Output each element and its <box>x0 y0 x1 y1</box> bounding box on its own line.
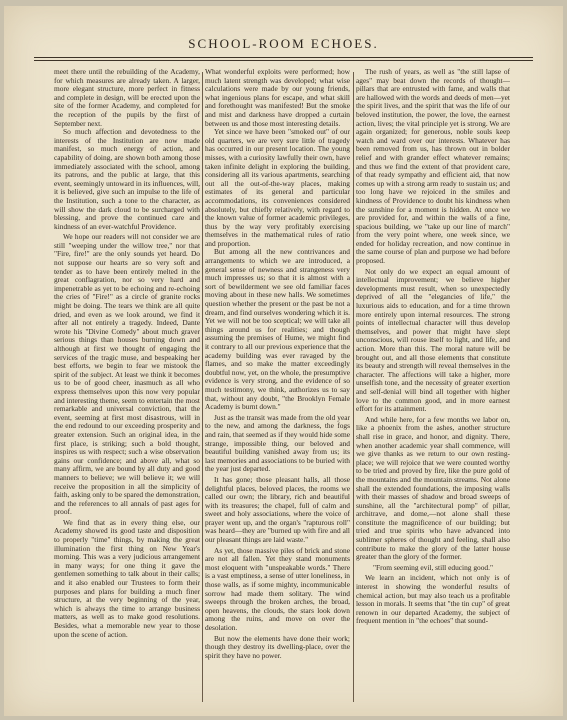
column-divider <box>353 72 354 702</box>
paragraph: We find that as in every thing else, our Academy showed its good taste and disposition to properly "time" things, by making the great illumination the first thing on New Year's morning. This was a very judicious arrangement in many ways; for one thing it gave the gentlemen something to talk about in their calls; and it also enabled our Trustees to form their purposes and plans for building a much finer structure, at the very beginning of the year, which is always the time to arrange business matters, as well as to make good resolutions. Besides, what a memorable new year to those upon the scene of action. <box>54 517 200 639</box>
paragraph: It has gone; those pleasant halls, all those delightful places, beloved places, the rooms we called our own; the library, rich and beautiful with its treasures; the chapel, full of calm and sweet and holy associations, where the voice of prayer went up, and the organ's "rapturous roll" was heard—they are "burned up with fire and all our pleasant things are laid waste." <box>205 474 350 545</box>
paragraph: And while here, for a few months we labor on, like a phoenix from the ashes, another structure shall rise in grace, and honor, and dignity. There, when another academic year shall commence, will we give thanks as we return to our own resting-place; we will rejoice that we were counted worthy to be tried and proved by fire, like the pure gold of the mountains and the mountain streams. Not alone shall the extended foundations, the imposing walls with their masses of shadow and broad sweeps of sunshine, all the "architectural pomp" of pillar, architrave, and dome,—not alone shall these constitute the magnificence of our building; but tried and true spirits who have advanced into sublimer spheres of thought and feeling, shall also contribute to make the glory of the latter house greater than the glory of the former. <box>356 414 510 562</box>
title-rule <box>34 57 533 58</box>
quotation: "From seeming evil, still educing good." <box>373 562 493 572</box>
page-title: SCHOOL-ROOM ECHOES. <box>188 36 379 51</box>
paragraph: The rush of years, as well as "the still lapse of ages" may beat down the records of thought—pillars that are entrusted with fame, and walls that are hallowed with the words and deeds of men—yet the spirit lives, and the spirit that was the life of our beloved institution, the power, the love, the earnest action, lives; the vital principle yet is strong. We are again organized; for generous, noble souls keep watch and ward over our interests. Whatever has been removed from us, has thrown out in bolder relief and with grander effect whatever remains; and thus we find the extent of that provident care, of that ready sympathy and efficient aid, that now comes up with a strong arm ready to sustain us; and too long have we rejoiced in the smiles and kindness of Providence to doubt his kindness when the sunshine for a moment is hidden. At once we are provided for, and within the walls of a fine, spacious building, we "take up our line of march" from the very point where, one week since, we ended for holiday recreation, and now continue in the same course of plan and purpose we had before proposed. <box>356 68 510 266</box>
column-divider <box>202 72 203 702</box>
paragraph: As yet, those massive piles of brick and stone are not all fallen. Yet they stand monuments most eloquent with "unspeakable words." There is a vast emptiness, a sense of utter loneliness, in those walls, as if some mighty, incommunicable sorrow had made them solitary. The wind sweeps through the broken arches, the broad, open heavens, the clouds, the stars look down among the ruins, and move on over the desolation. <box>205 545 350 632</box>
paragraph: But among all the new contrivances and arrangements to which we are introduced, a general sense of newness and strangeness very much impresses us; so that it is almost with a sort of bewilderment we see old familiar faces moving about in these new halls. We sometimes question whether the present or the past be not a dream, and find ourselves wondering which it is. Yet we will not be too sceptical; we will take all things around us for realities; and though assuming the premises of Hume, we might find it contrary to all our previous experience that the academy building was ever ravaged by the flames, and so make the matter exceedingly doubtful now, yet, on the whole, the presumptive evidence is very strong, and the evidence of so much testimony, we think, authorizes us to say that, without any doubt, "the Brooklyn Female Academy is burnt down." <box>205 247 350 412</box>
journal-page <box>4 6 563 716</box>
paragraph: We learn an incident, which not only is of interest in showing the wonderful results of chemical action, but may also teach us a profitable lesson in morals. It seems that "the tin cup" of great renown in our departed Academy, the subject of frequent mention in "the echoes" that sound- <box>356 573 510 626</box>
paragraph: So much affection and devotedness to the interests of the Institution are now made manifest, so much energy of action, and capability of doing, are shown both among those immediately associated with the school, among its patrons, and the public at large, that this event, seemingly untoward in its influences, will, it is believed, give such an impulse to the life of the Institution, such a tone to the character, as will show the dark cloud to be surcharged with blessing, and prove the continued care and kindness of an ever-watchful Providence. <box>54 127 200 231</box>
column-right <box>356 68 510 708</box>
column-left <box>54 68 200 708</box>
paragraph: But now the elements have done their work; though they destroy its dwelling-place, over the spirit they have no power. <box>205 633 350 660</box>
title-rule-thin <box>34 60 533 61</box>
paragraph: Yet since we have been "smoked out" of our old quarters, we are very sure little of tragedy has occurred in our present location. The young misses, with a curiosity lawfully their own, have taken infinite delight in exploring the building, considering all its various apartments, searching out all the out-of-the-way places, making estimates of its general and particular accommodations, its conveniences considered absolutely, but chiefly relatively, with regard to the known value of former academic privileges, thus by the way very profitably exercising themselves in the mathematical rules of ratio and proportion. <box>205 127 350 248</box>
paragraph: We hope our readers will not consider we are still "weeping under the willow tree," nor that "Fire, fire!" are the only sounds yet heard. Do not suppose our hearts are so very soft and tender as to have been entirely melted in the great conflagration, nor so very hard and impenetrable as yet to be echoing and re-echoing the cries of "Fire!" as a circle of granite rocks might be doing. The tears we think are all quite dried, and even as we look around, we find it after all not entirely a tragedy. Indeed, Dante wrote his "Divine Comedy" about much graver serious things than houses burning down and although at first we thought of engaging the services of the tragic muse, and bespeaking her best efforts, we begin to fear we mistook the spirit of the subject. At least we think it becomes us to be of good cheer, inasmuch as all who express themselves upon this now very popular and interesting theme, seem to entertain the most remarkable and universal conviction, that the event, seeming at first most disastrous, will in the end redound to our exceeding prosperity and greater extension. Such an original idea, in the first place, is striking; such a bold thought, inspires us with respect; such a wise observation gains our confidence; and above all, what so many affirm, we are bound by all duty and good manners to believe; we will believe it; we will receive the proposition in all the simplicity of faith, asking only to be spared the demonstration, and the references to all annals of past ages for proof. <box>54 232 200 517</box>
paragraph: What wonderful exploits were performed; how much latent strength was developed; what wise calculations were made by our young friends, what ingenious plans for escape, and what skill and forethought was manifested! But the smoke and mist and darkness have dropped a curtain between us and those most interesting details. <box>205 68 350 128</box>
paragraph: meet there until the rebuilding of the Academy, for which measures are already taken. A larger, more elegant structure, more perfect in fitness and complete in design, will be erected upon the site of the former Academy, and completed for the reception of the pupils by the first of September next. <box>54 68 200 128</box>
paragraph: Just as the transit was made from the old year to the new, and among the darkness, the fogs and rain, that seemed as if they would hide some strange, impossible thing, our beloved and beautiful building vanished away from us; its last memories and associations to be buried with the year just departed. <box>205 412 350 474</box>
column-middle <box>205 68 350 708</box>
paragraph: Not only do we expect an equal amount of intellectual improvement; we believe higher developments must result, when so unexpectedly deprived of all the "elegancies of life," the luxurious aids to education, and for a time thrown more entirely upon internal resources. The strong points of intellectual character will thus develop themselves, and power that might have slept unconscious, will rouse itself to light, and life, and action. More than this. The moral nature will be brought out, and all those elements that constitute its beauty and strength will reveal themselves in the character. The affections will take a higher, more unselfish tone, and the necessity of greater exertion and self-denial will bind all together with higher love to the common good, and in more earnest effort for its attainment. <box>356 266 510 414</box>
